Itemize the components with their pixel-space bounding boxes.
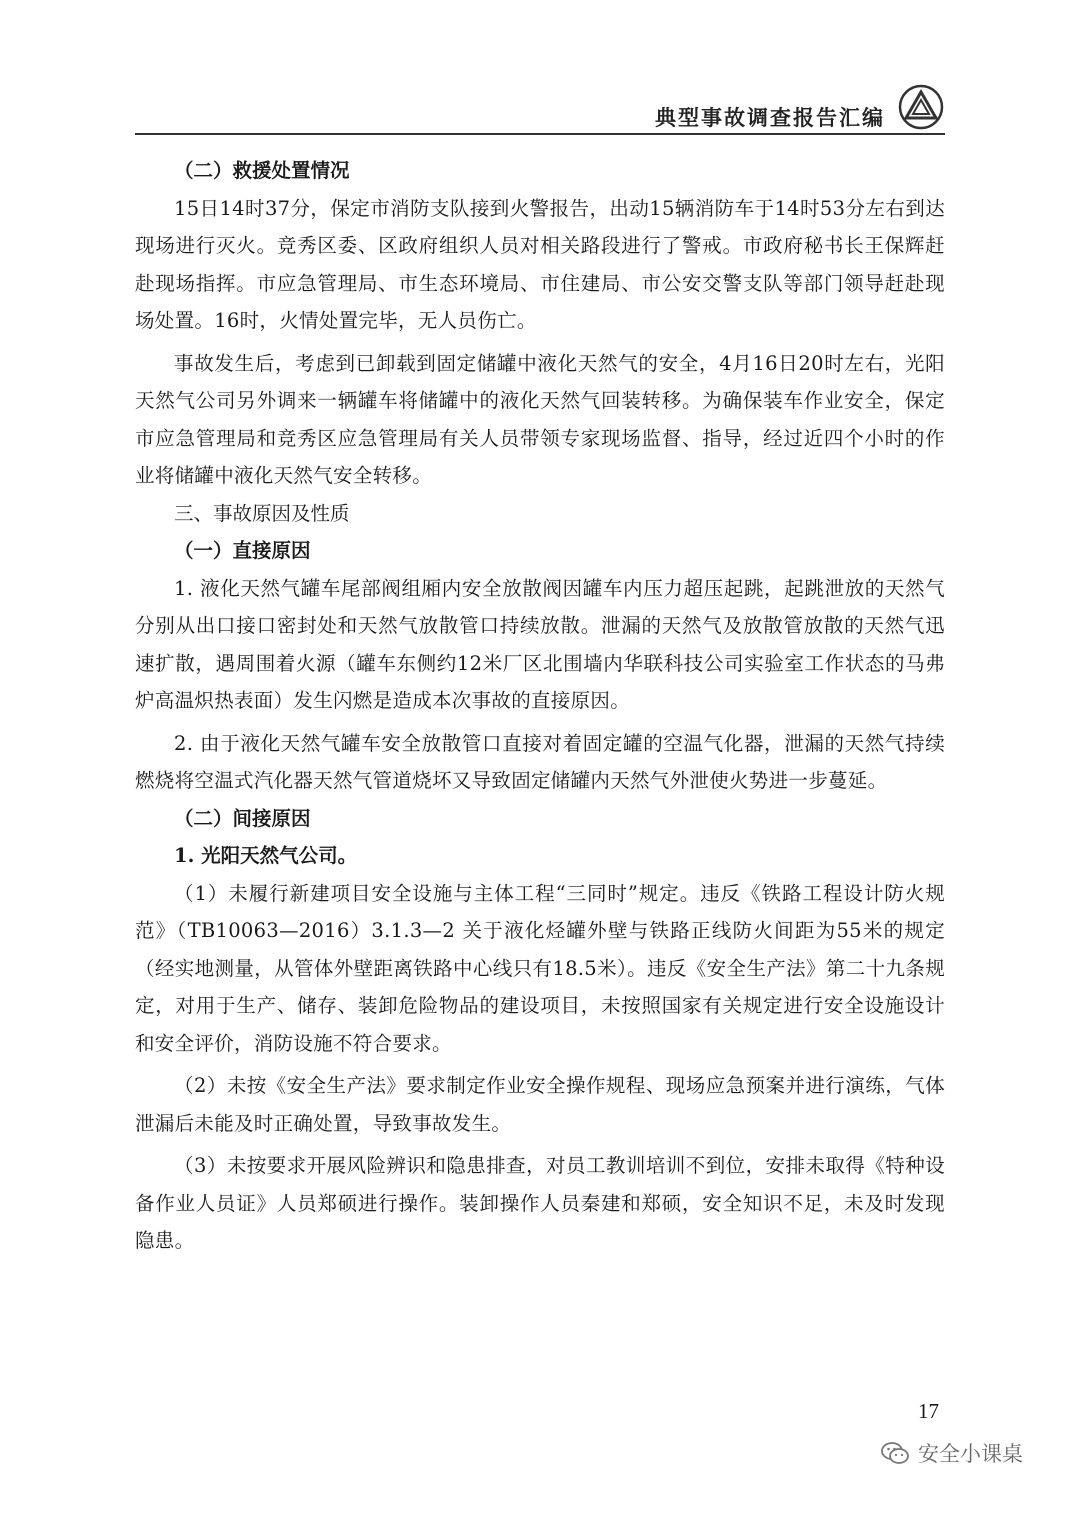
header-title: 典型事故调查报告汇编: [655, 105, 885, 130]
document-body: [135, 152, 945, 1260]
watermark-text: 安全小课桌: [918, 1442, 1023, 1466]
header-rule: [135, 133, 945, 135]
section-cause-heading: 三、事故原因及性质: [174, 501, 350, 525]
direct-cause-paragraph-1: 1. 液化天然气罐车尾部阀组厢内安全放散阀因罐车内压力超压起跳，起跳泄放的天然气分别从出口接口密封处和天然气放散管口持续放散。泄漏的天然气及放散管放散的天然气迅速扩散，遇周围着火源（罐车东侧约12米厂区北围墙内华联科技公司实验室工作状态的马弗炉高温炽热表面）发生闪燃是造成本次事故的直接原因。: [135, 576, 945, 712]
indirect-cause-paragraph-2: （2）未按《安全生产法》要求制定作业安全操作规程、现场应急预案并进行演练，气体泄漏后未能及时正确处置，导致事故发生。: [135, 1074, 945, 1135]
page-number: 17: [918, 1399, 939, 1423]
watermark: [880, 1438, 1023, 1468]
section-indirect-cause-heading: （二）间接原因: [174, 806, 311, 830]
company-subheading: 1. 光阳天然气公司。: [174, 844, 358, 867]
rescue-paragraph-1: 15日14时37分，保定市消防支队接到火警报告，出动15辆消防车于14时53分左右到达现场进行灭火。竞秀区委、区政府组织人员对相关路段进行了警戒。市政府秘书长王保辉赶赴现场指挥。市应急管理局、市生态环境局、市住建局、市公安交警支队等部门领导赶赴现场处置。16时，火情处置完毕，无人员伤亡。: [135, 196, 945, 332]
indirect-cause-paragraph-1: （1）未履行新建项目安全设施与主体工程“三同时”规定。违反《铁路工程设计防火规范》（TB10063—2016）3.1.3—2 关于液化烃罐外壁与铁路正线防火间距为55米的规定（经实地测量，从管体外壁距离铁路中心线只有18.5米）。违反《安全生产法》第二十九条规定，对用于生产、储存、装卸危险物品的建设项目，未按照国家有关规定进行安全设施设计和安全评价，消防设施不符合要求。: [135, 881, 945, 1055]
wechat-icon: [880, 1440, 910, 1466]
section-direct-cause-heading: （一）直接原因: [174, 539, 311, 562]
section-rescue-heading: （二）救援处置情况: [174, 159, 350, 182]
rescue-paragraph-2: 事故发生后，考虑到已卸载到固定储罐中液化天然气的安全，4月16日20时左右，光阳天然气公司另外调来一辆罐车将储罐中的液化天然气回装转移。为确保装车作业安全，保定市应急管理局和竞秀区应急管理局有关人员带领专家现场监督、指导，经过近四个小时的作业将储罐中液化天然气安全转移。: [135, 351, 945, 487]
indirect-cause-paragraph-3: （3）未按要求开展风险辨识和隐患排查，对员工教训培训不到位，安排未取得《特种设备作业人员证》人员郑硕进行操作。装卸操作人员秦建和郑硕，安全知识不足，未及时发现隐患。: [135, 1154, 945, 1252]
direct-cause-paragraph-2: 2. 由于液化天然气罐车安全放散管口直接对着固定罐的空温气化器，泄漏的天然气持续燃烧将空温式汽化器天然气管道烧坏又导致固定储罐内天然气外泄使火势进一步蔓延。: [135, 731, 945, 792]
triangle-logo-icon: [898, 84, 944, 130]
